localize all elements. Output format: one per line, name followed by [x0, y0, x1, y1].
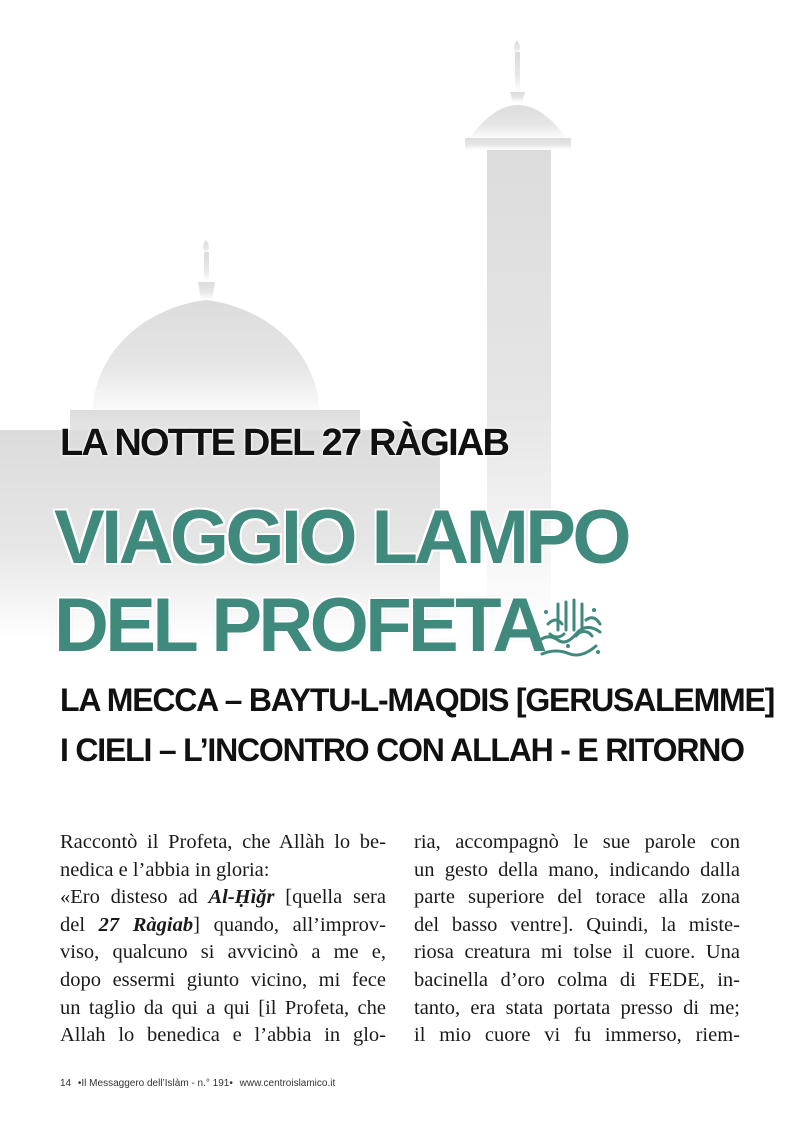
article-kicker: LA NOTTE DEL 27 RÀGIAB — [60, 422, 509, 464]
body-line: Allah lo benedica e l’abbia in glo- — [60, 1024, 386, 1047]
body-line: «Ero disteso ad Al-Ḥìğr [quella sera — [60, 886, 386, 909]
body-line: il mio cuore vi fu immerso, riem- — [414, 1024, 740, 1047]
magazine-name: •Il Messaggero dell’Islàm - n.° 191• — [77, 1078, 233, 1089]
page-footer — [60, 1078, 339, 1089]
article-subtitle-line-1: LA MECCA – BAYTU-L-MAQDIS [GERUSALEMME] — [60, 682, 775, 718]
body-line: del basso ventre]. Quindi, la miste- — [414, 913, 740, 936]
article-subtitle-line-2: I CIELI – L’INCONTRO CON ALLAH - E RITORNO — [60, 732, 744, 768]
page-number: 14 — [60, 1078, 72, 1089]
website-link[interactable]: www.centroislamico.it — [239, 1078, 336, 1089]
body-line: Raccontò il Profeta, che Allàh lo be- — [60, 831, 386, 853]
body-line: un gesto della mano, indicando dalla — [414, 858, 740, 881]
body-column-right — [414, 829, 740, 1050]
body-line: parte superiore del torace alla zona — [414, 886, 740, 909]
body-line: bacinella d’oro colma di FEDE, in- — [414, 968, 740, 991]
salawat-calligraphy-icon — [528, 594, 610, 664]
emphasis-term: Al-Ḥìğr — [208, 886, 275, 909]
body-column-left — [60, 829, 386, 1050]
body-line: viso, qualcuno si avvicinò a me e, — [60, 941, 386, 964]
body-line: un taglio da qui a qui [il Profeta, che — [60, 996, 386, 1019]
article-title-line-1: VIAGGIO LAMPO — [54, 495, 628, 580]
body-line: del 27 Ràgiab] quando, all’improv- — [60, 913, 386, 936]
article-title-line-2: DEL PROFETA — [54, 583, 544, 668]
body-line: dopo essermi giunto vicino, mi fece — [60, 968, 386, 991]
body-line: ria, accompagnò le sue parole con — [414, 831, 740, 853]
body-line: tanto, era stata portata presso di me; — [414, 996, 740, 1019]
emphasis-term: 27 Ràgiab — [98, 913, 194, 936]
body-line: nedica e l’abbia in gloria: — [60, 858, 270, 881]
body-line: riosa creatura mi tolse il cuore. Una — [414, 941, 740, 964]
